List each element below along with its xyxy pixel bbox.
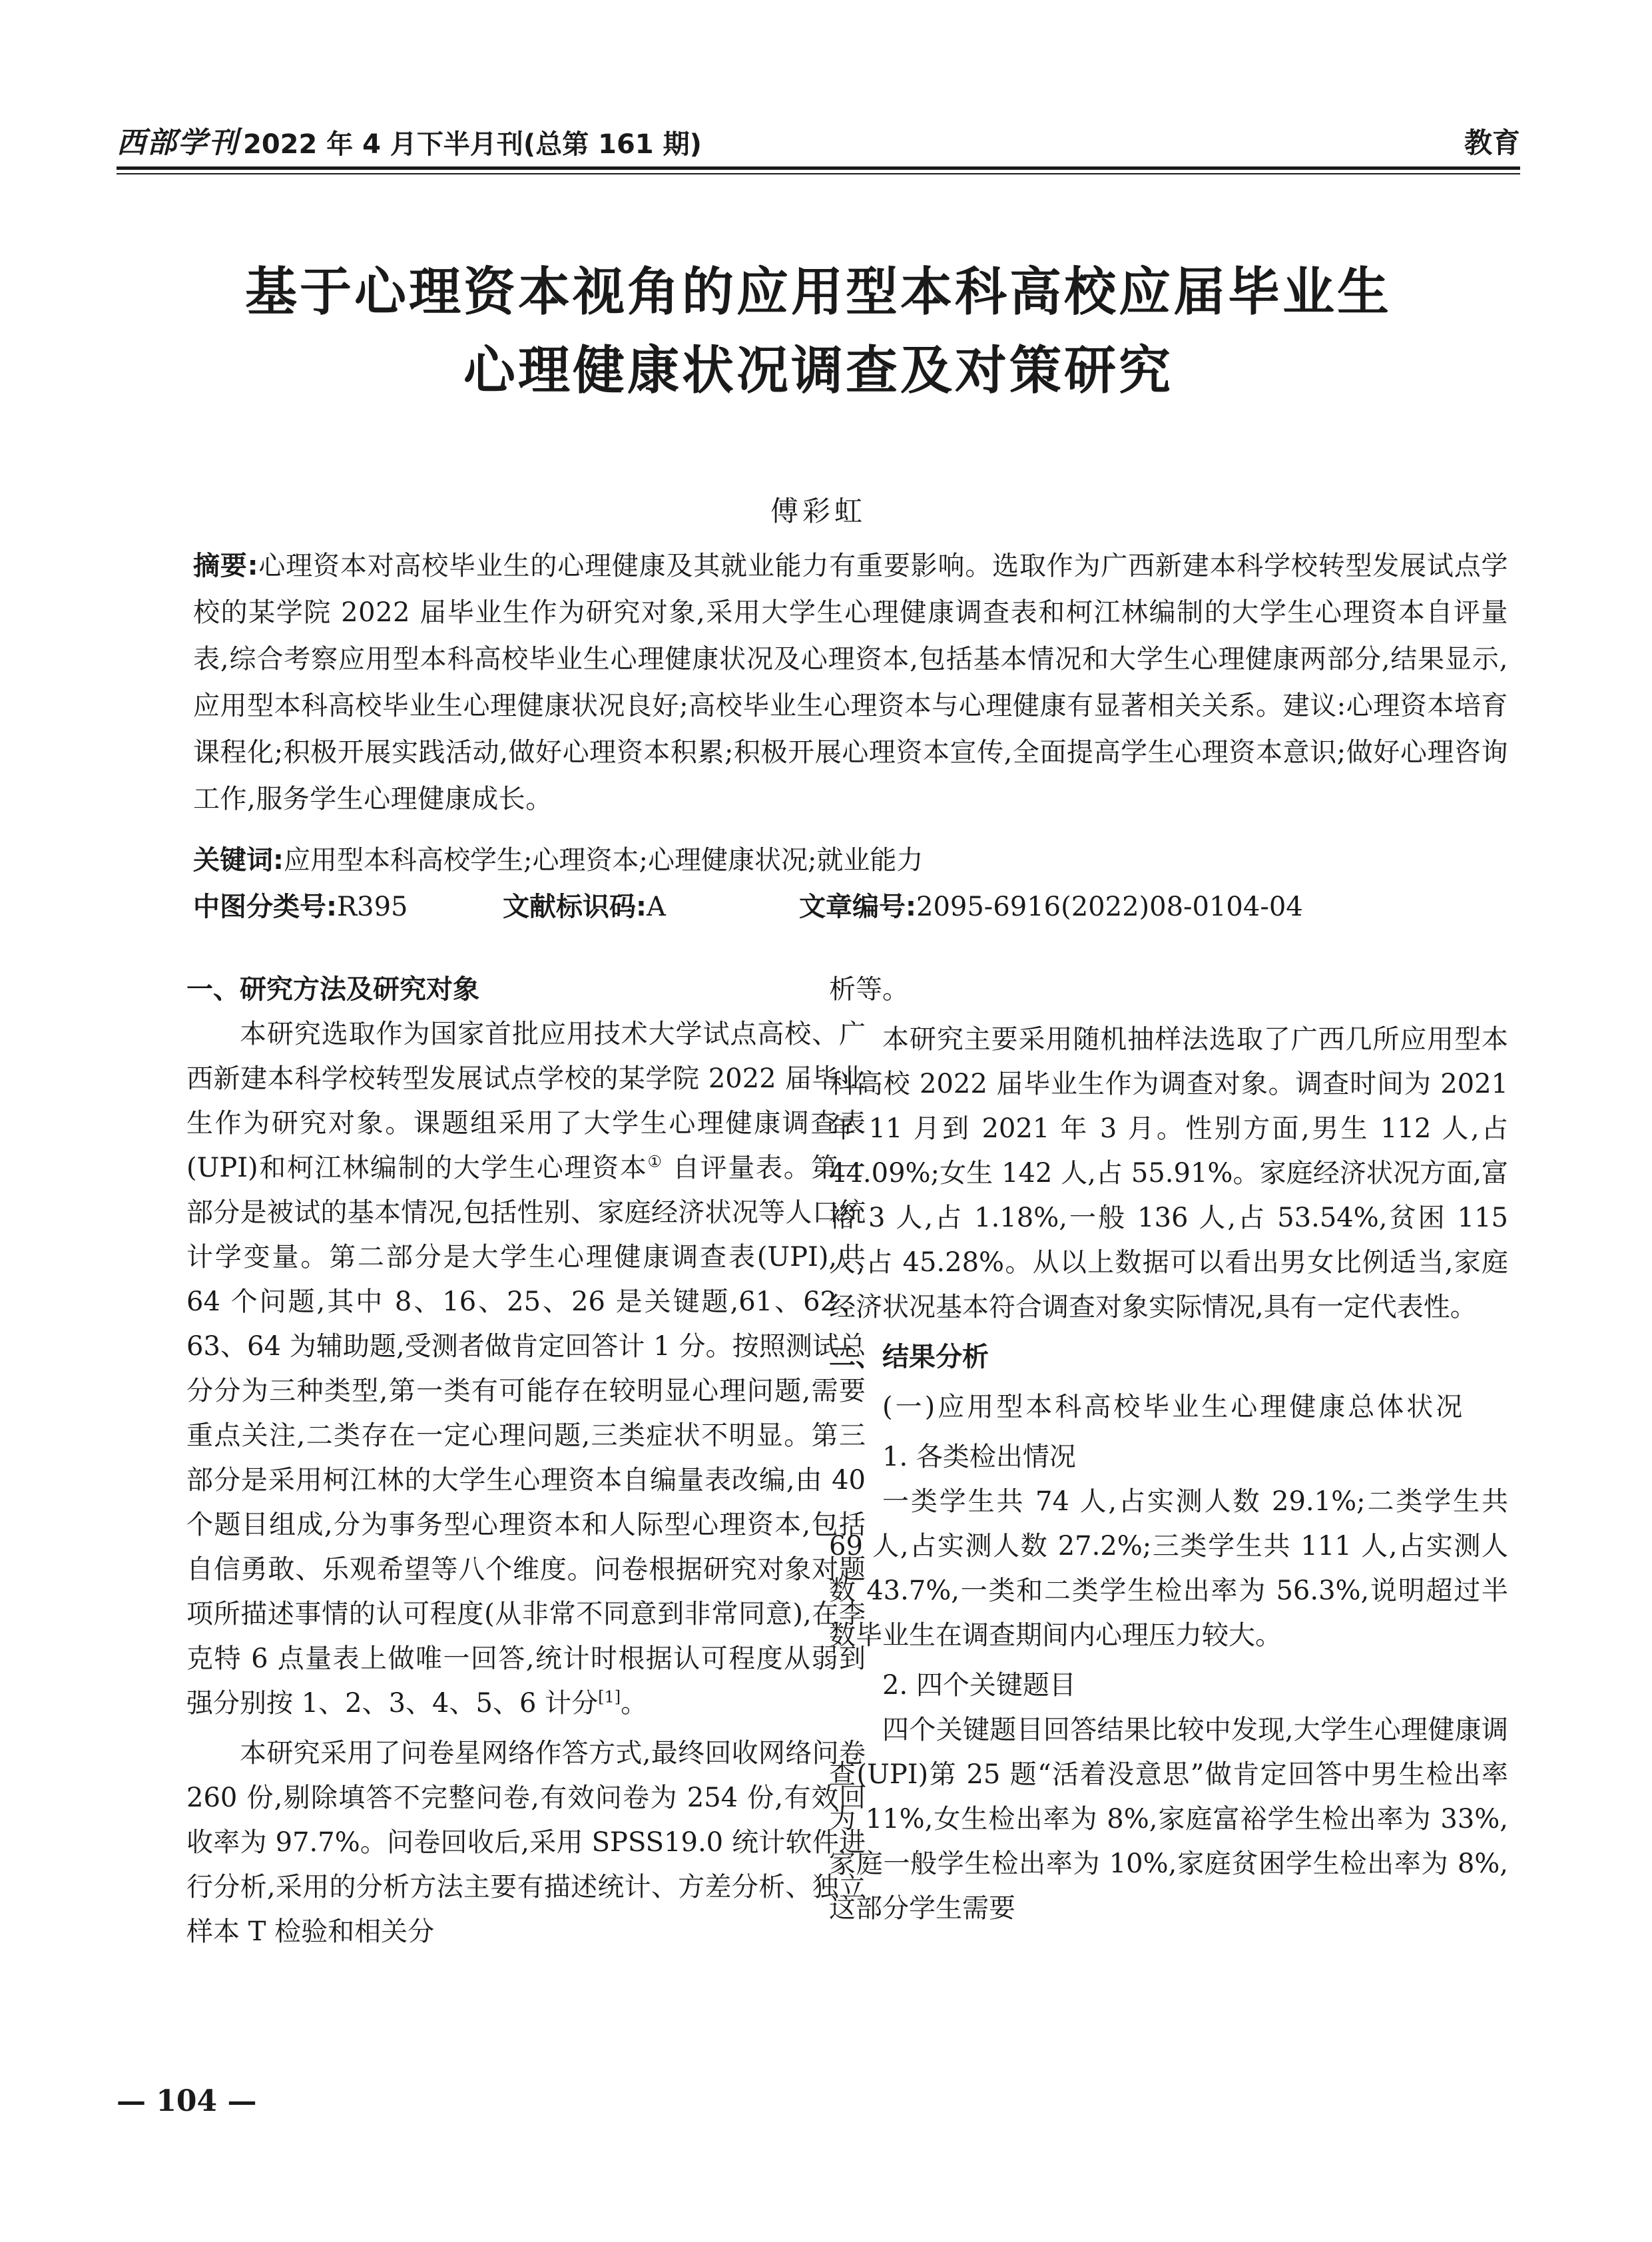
article-title (117, 253, 1520, 410)
subsubheading-1: 1. 各类检出情况 (882, 1442, 1076, 1472)
paragraph-1-end: 。 (621, 1688, 648, 1719)
footnote-marker: ① (647, 1152, 663, 1171)
section-heading-2: 二、结果分析 (829, 1342, 989, 1372)
paragraph-1-text: 本研究选取作为国家首批应用技术大学试点高校、广西新建本科学校转型发展试点学校的某学院 2022 届毕业生作为研究对象。课题组采用了大学生心理健康调查表(UPI)和柯江林编制的大学生心理资本 (186, 1019, 866, 1183)
article-number-value: 2095-6916(2022)08-0104-04 (916, 892, 1303, 922)
citation-marker: [1] (598, 1687, 621, 1707)
section-label: 教育 (1464, 127, 1520, 159)
masthead (117, 119, 702, 161)
paragraph-1-text-cont: 自评量表。第一部分是被试的基本情况,包括性别、家庭经济状况等人口统计学变量。第二部分是大学生心理健康调查表(UPI),共 64 个问题,其中 8、16、25、26 是关键题,61、62、63、64 为辅助题,受测者做肯定回答计 1 分。按照测试总分分为三种类型,第一类有可能存在较明显心理问题,需要重点关注,二类存在一定心理问题,三类症状不明显。第三部分是采用柯江林的大学生心理资本自编量表改编,由 40 个题目组成,分为事务型心理资本和人际型心理资本,包括自信勇敢、乐观希望等八个维度。问卷根据研究对象对题项所描述事情的认可程度(从非常不同意到非常同意),在李克特 6 点量表上做唯一回答,统计时根据认可程度从弱到强分别按 1、2、3、4、5、6 计分 (186, 1153, 866, 1719)
paragraph-3: 本研究主要采用随机抽样法选取了广西几所应用型本科高校 2022 届毕业生作为调查对象。调查时间为 2021 年 11 月到 2021 年 3 月。性别方面,男生 112 人,占 44.09%;女生 142 人,占 55.91%。家庭经济状况方面,富裕 3 人,占 1.18%,一般 136 人,占 53.54%,贫困 115 人,占 45.28%。从以上数据可以看出男女比例适当,家庭经济状况基本符合调查对象实际情况,具有一定代表性。 (829, 1024, 1508, 1322)
abstract-text: 心理资本对高校毕业生的心理健康及其就业能力有重要影响。选取作为广西新建本科学校转型发展试点学校的某学院 2022 届毕业生作为研究对象,采用大学生心理健康调查表和柯江林编制的大学生心理资本自评量表,综合考察应用型本科高校毕业生心理健康状况及心理资本,包括基本情况和大学生心理健康两部分,结果显示,应用型本科高校毕业生心理健康状况良好;高校毕业生心理资本与心理健康有显著相关关系。建议:心理资本培育课程化;积极开展实践活动,做好心理资本积累;积极开展心理资本宣传,全面提高学生心理资本意识;做好心理咨询工作,服务学生心理健康成长。 (193, 551, 1509, 814)
subheading-1: (一)应用型本科高校毕业生心理健康总体状况 (882, 1392, 1466, 1422)
abstract-label: 摘要: (193, 551, 259, 581)
paragraph-2-continued: 析等。 (829, 974, 909, 1005)
abstract (193, 543, 1508, 822)
clc-number (193, 884, 503, 930)
clc-label: 中图分类号: (193, 892, 337, 922)
document-code (503, 884, 799, 930)
article-number-label: 文章编号: (799, 892, 916, 922)
title-line-1: 基于心理资本视角的应用型本科高校应届毕业生 (244, 262, 1392, 322)
title-line-2: 心理健康状况调查及对策研究 (463, 340, 1173, 401)
header-rule-thin (117, 173, 1520, 174)
paragraph-1 (186, 1012, 866, 1726)
running-header (117, 115, 1520, 161)
clc-value: R395 (337, 892, 408, 922)
paragraph-4: 一类学生共 74 人,占实测人数 29.1%;二类学生共 69 人,占实测人数 27.2%;三类学生共 111 人,占实测人数 43.7%,一类和二类学生检出率为 56.3%,说明超过半数毕业生在调查期间内心理压力较大。 (829, 1486, 1508, 1651)
subsubheading-2: 2. 四个关键题目 (882, 1670, 1076, 1701)
classification-line (193, 884, 1508, 930)
section-heading-1: 一、研究方法及研究对象 (186, 974, 479, 1005)
body-column-right (829, 968, 1508, 1931)
issue-info: 2022 年 4 月下半月刊(总第 161 期) (243, 129, 702, 160)
author: 傅彩虹 (770, 495, 866, 527)
keywords (193, 837, 1508, 884)
paragraph-2: 本研究采用了问卷星网络作答方式,最终回收网络问卷 260 份,剔除填答不完整问卷,有效问卷为 254 份,有效回收率为 97.7%。问卷回收后,采用 SPSS19.0 统计软件进行分析,采用的分析方法主要有描述统计、方差分析、独立样本 T 检验和相关分 (186, 1738, 866, 1947)
article-number (799, 884, 1303, 930)
keywords-label: 关键词: (193, 845, 284, 876)
doc-code-value: A (647, 892, 666, 922)
keywords-text: 应用型本科高校学生;心理资本;心理健康状况;就业能力 (284, 845, 924, 876)
journal-logo: 西部学刊 (117, 126, 239, 160)
page-number: — 104 — (117, 2084, 257, 2118)
body-column-left (186, 968, 866, 1954)
paragraph-5: 四个关键题目回答结果比较中发现,大学生心理健康调查(UPI)第 25 题“活着没意思”做肯定回答中男生检出率为 11%,女生检出率为 8%,家庭富裕学生检出率为 33%,家庭一般学生检出率为 10%,家庭贫困学生检出率为 8%,这部分学生需要 (829, 1715, 1508, 1924)
doc-code-label: 文献标识码: (503, 892, 647, 922)
header-rule-thick (117, 166, 1520, 170)
